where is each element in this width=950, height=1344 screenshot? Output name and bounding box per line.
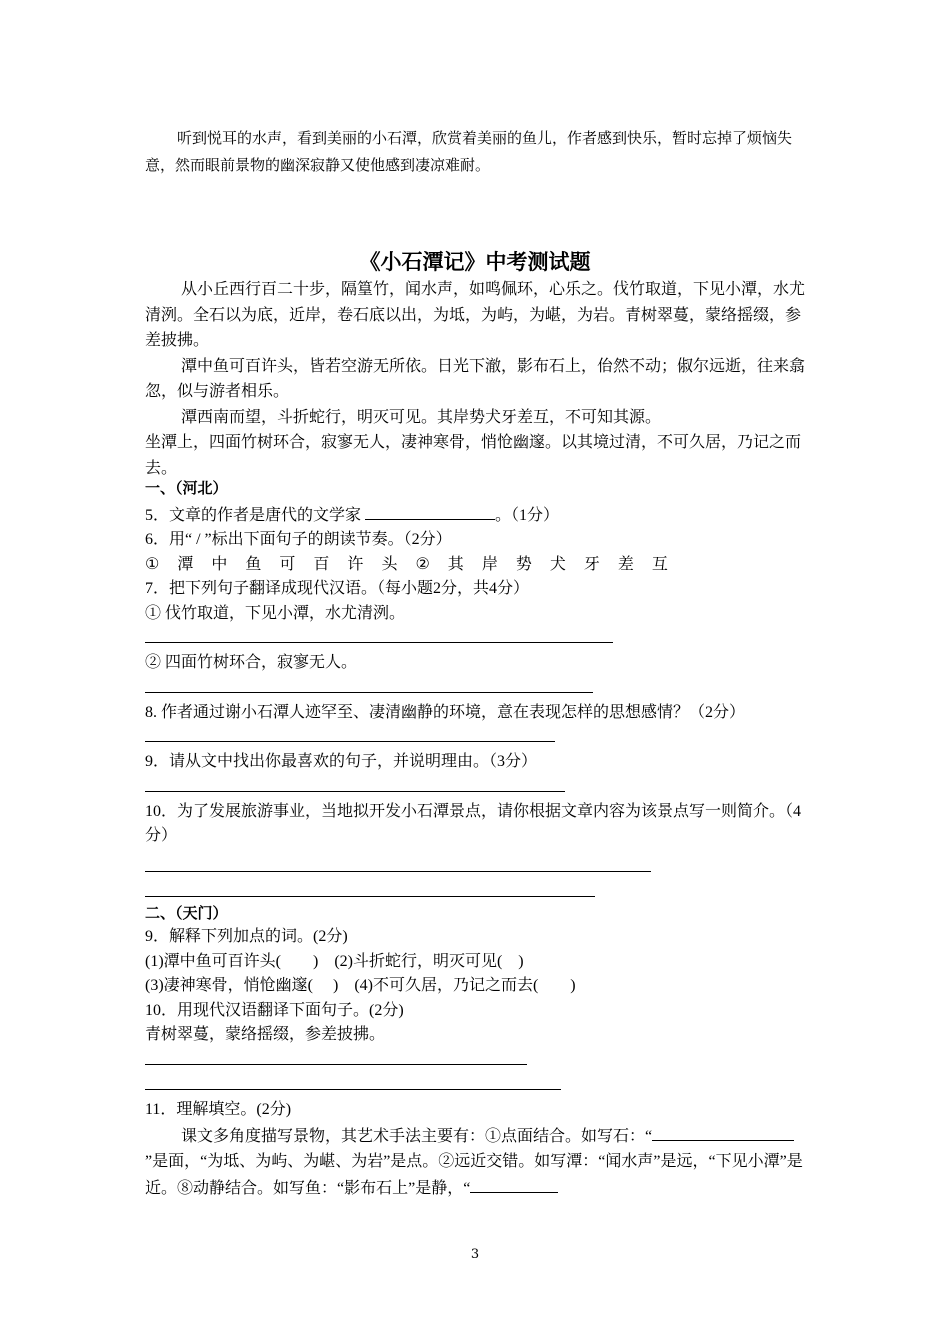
q6-char: 潭 <box>177 555 194 573</box>
q6-char: 岸 <box>481 555 498 573</box>
question-7-1: ① 伐竹取道，下见小潭，水尤清洌。 <box>145 604 406 622</box>
question-7: 7．把下列句子翻译成现代汉语。（每小题2分，共4分） <box>145 580 530 597</box>
q6-a-label: ① <box>145 555 160 573</box>
answer-line[interactable] <box>145 896 595 897</box>
question-6: 6．用“ / ”标出下面句子的朗读节奏。（2分） <box>145 531 452 548</box>
question-5-blank[interactable] <box>365 501 495 520</box>
answer-line[interactable] <box>145 791 565 792</box>
answer-line[interactable] <box>145 1064 527 1065</box>
q6-char: 牙 <box>583 555 600 573</box>
answer-line[interactable] <box>145 642 613 643</box>
question-7-2: ② 四面竹树环合，寂寥无人。 <box>145 654 358 671</box>
answer-line[interactable] <box>145 1089 561 1090</box>
intro-paragraph: 听到悦耳的水声，看到美丽的小石潭，欣赏着美丽的鱼儿，作者感到快乐，暂时忘掉了烦恼失意，然而眼前景物的幽深寂静又使他感到凄凉难耐。 <box>145 129 793 174</box>
questions <box>145 476 810 1202</box>
passage-paragraph-1: 从小丘西行百二十步，隔篁竹，闻水声，如鸣佩环，心乐之。伐竹取道，下见小潭，水尤清洌。全石以为底，近岸，卷石底以出，为坻，为屿，为嵁，为岩。青树翠蔓，蒙络摇缀，参差披拂。 <box>145 279 806 349</box>
q6-b-chars <box>430 556 668 573</box>
passage-paragraph-4: 坐潭上，四面竹树环合，寂寥无人，凄神寒骨，悄怆幽邃。以其境过清，不可久居，乃记之而去。 <box>145 432 802 477</box>
s2-question-9: 9．解释下列加点的词。(2分) <box>145 928 348 945</box>
page-number: 3 <box>470 1247 480 1262</box>
passage-paragraph-2: 潭中鱼可百许头，皆若空游无所依。日光下澈，影布石上，佁然不动；俶尔远逝，往来翕忽，似与游者相乐。 <box>145 355 806 400</box>
page-title: 《小石潭记》中考测试题 <box>359 250 591 274</box>
q6-char: 势 <box>515 555 532 573</box>
s2-question-9-line1: (1)潭中鱼可百许头( ) (2)斗折蛇行，明灭可见( ) <box>145 952 524 970</box>
s2-q11-text-a: 课文多角度描写景物，其艺术手法主要有：①点面结合。如写石：“ <box>181 1128 653 1145</box>
question-5-score: 。（1分） <box>495 506 560 524</box>
question-6-sentences <box>145 553 810 578</box>
q6-char: 百 <box>313 555 330 573</box>
q6-char: 犬 <box>549 555 566 573</box>
passage <box>145 276 810 480</box>
q6-char: 差 <box>617 555 634 573</box>
s2-question-11-text <box>145 1122 810 1202</box>
question-5 <box>145 501 810 529</box>
q6-a-chars <box>159 556 397 573</box>
passage-paragraph-3: 潭西南而望，斗折蛇行，明灭可见。其岸势犬牙差互，不可知其源。 <box>181 406 662 426</box>
question-5-prompt: 5．文章的作者是唐代的文学家 <box>145 506 362 524</box>
q6-char: 许 <box>347 555 364 573</box>
q6-char: 中 <box>211 555 228 573</box>
q6-char: 互 <box>651 555 668 573</box>
q6-b-label: ② <box>415 555 430 573</box>
s2-question-11: 11．理解填空。(2分) <box>145 1100 292 1118</box>
s2-q11-blank-1-cont[interactable] <box>762 1122 794 1141</box>
question-9: 9．请从文中找出你最喜欢的句子，并说明理由。（3分） <box>145 753 538 770</box>
q6-char: 头 <box>381 555 398 573</box>
q6-char: 其 <box>447 555 464 573</box>
answer-line[interactable] <box>145 871 651 872</box>
s2-question-10-sentence: 青树翠蔓，蒙络摇缀，参差披拂。 <box>145 1026 386 1043</box>
s2-question-10: 10．用现代汉语翻译下面句子。(2分) <box>145 1001 404 1019</box>
section1-heading: 一、（河北） <box>145 479 228 497</box>
section2-heading: 二、（天门） <box>145 903 228 922</box>
answer-line[interactable] <box>145 692 593 693</box>
question-10: 10．为了发展旅游事业，当地拟开发小石潭景点，请你根据文章内容为该景点写一则简介。（4分） <box>145 802 802 844</box>
q6-char: 鱼 <box>245 555 262 573</box>
s2-q11-blank-2[interactable] <box>470 1174 558 1193</box>
s2-question-9-line2: (3)凄神寒骨，悄怆幽邃( ) (4)不可久居，乃记之而去( ) <box>145 977 576 994</box>
question-8: 8. 作者通过谢小石潭人迹罕至、凄清幽静的环境，意在表现怎样的思想感情？（2分） <box>145 703 746 721</box>
s2-q11-blank-1[interactable] <box>652 1122 762 1141</box>
q6-char: 可 <box>279 555 296 573</box>
answer-line[interactable] <box>145 741 555 742</box>
s2-q11-text-b: ”是面，“为坻、为屿、为嵁、为岩”是点。②远近交错。如写潭：“闻水声”是远，“下见小潭”是近。⑧动静结合。如写鱼：“影布石上”是静，“ <box>145 1152 803 1197</box>
